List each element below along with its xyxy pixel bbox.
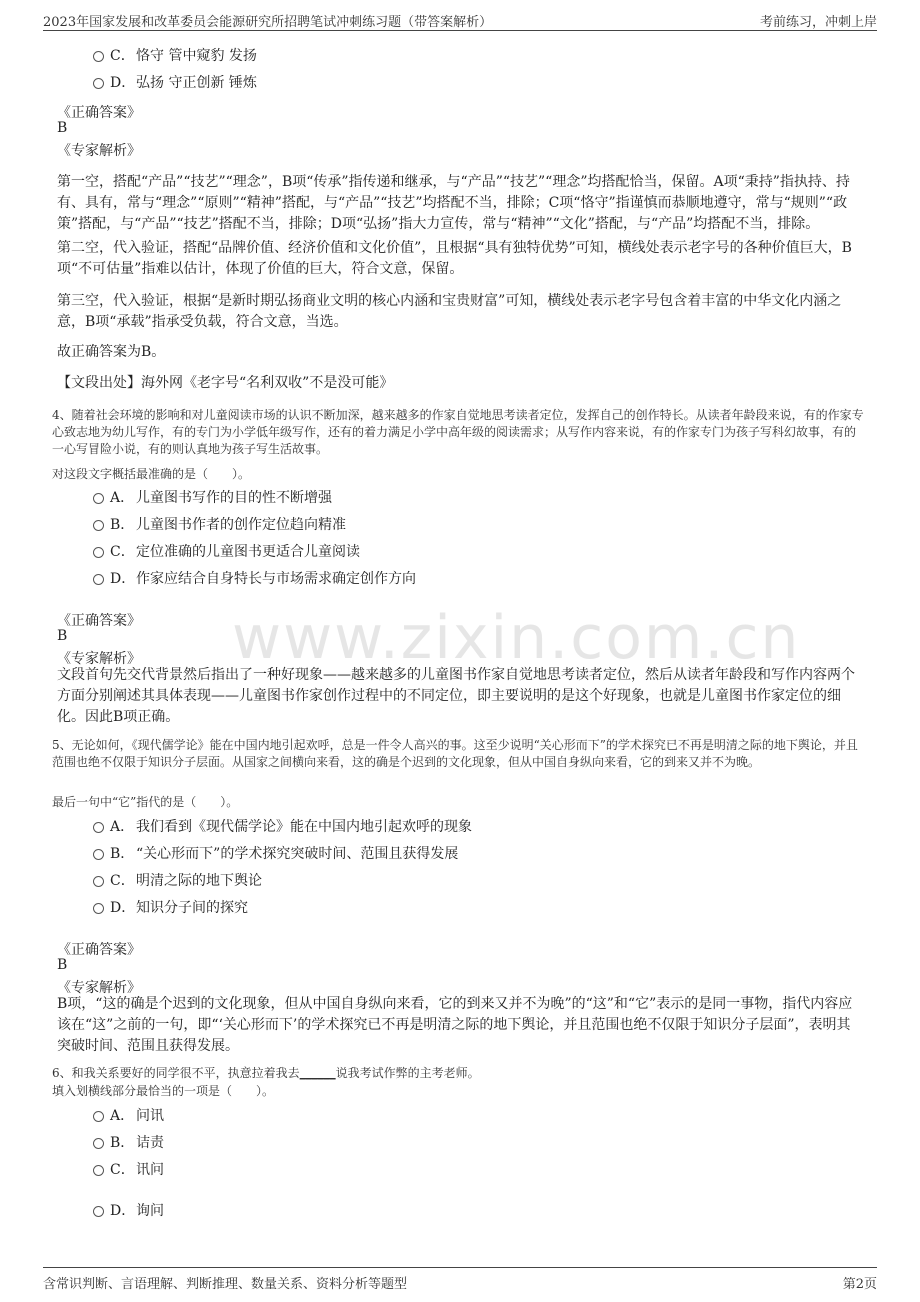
radio-icon[interactable] [93,1206,104,1217]
q4-answer-label: 《正确答案》 [57,613,141,629]
radio-icon[interactable] [93,520,104,531]
q3-analysis-para-2: 第二空，代入验证，搭配“品牌价值、经济价值和文化价值”，且根据“具有独特优势”可知，横线处表示老字号的各种价值巨大，B项“不可估量”指难以估计，体现了价值的巨大，符合文意，保留。 [57,240,852,277]
q3-analysis-para-3: 第三空，代入验证，根据“是新时期弘扬商业文明的核心内涵和宝贵财富”可知，横线处表示老字号包含着丰富的中华文化内涵之意，B项“承载”指承受负载，符合文意，当选。 [57,293,842,330]
q4-analysis: 文段首句先交代背景然后指出了一种好现象——越来越多的儿童图书作家自觉地思考读者定位，然后从读者年龄段和写作内容两个方面分别阐述其具体表现——儿童图书作家创作过程中的不同定位，即主要说明的是这个好现象，也就是儿童图书作家定位的细化。因此B项正确。 [57,667,855,725]
q4-answer: B [57,628,68,644]
q6-option-a[interactable]: A． 问讯 [93,1105,164,1127]
footer-note: 含常识判断、言语理解、判断推理、数量关系、资料分析等题型 [43,1277,408,1292]
q4-question: 对这段文字概括最准确的是（ ）。 [52,467,251,481]
q3-source: 【文段出处】海外网《老字号“名利双收”不是没可能》 [57,375,394,391]
radio-icon[interactable] [93,547,104,558]
q4-option-b[interactable]: B． 儿童图书作者的创作定位趋向精准 [93,514,346,536]
page-number: 第2页 [842,1277,877,1292]
radio-icon[interactable] [93,51,104,62]
q5-option-b[interactable]: B． “关心形而下”的学术探究突破时间、范围且获得发展 [93,843,458,865]
q4-option-a[interactable]: A． 儿童图书写作的目的性不断增强 [93,487,332,509]
radio-icon[interactable] [93,78,104,89]
radio-icon[interactable] [93,493,104,504]
radio-icon[interactable] [93,574,104,585]
q5-stem: 5、无论如何，《现代儒学论》能在中国内地引起欢呼，总是一件令人高兴的事。这至少说明“关心形而下”的学术探究已不再是明清之际的地下舆论，并且范围也绝不仅限于知识分子层面。从国家之间横向来看，这的确是个迟到的文化现象，但从中国自身纵向来看，它的到来又并不为晚。 [52,738,858,769]
q3-answer: B [57,120,68,136]
radio-icon[interactable] [93,1138,104,1149]
q6-option-d[interactable]: D．询问 [93,1200,164,1222]
q5-option-c[interactable]: C．明清之际的地下舆论 [93,870,262,892]
header-slogan: 考前练习，冲刺上岸 [759,15,877,30]
q6-option-c[interactable]: C．讯问 [93,1159,164,1181]
q4-stem: 4、随着社会环境的影响和对儿童阅读市场的认识不断加深，越来越多的作家自觉地思考读者定位，发挥自己的创作特长。从读者年龄段来说，有的作家专心致志地为幼儿写作，有的专门为小学低年级写作，还有的着力满足小学中高年级的阅读需求；从写作内容来说，有的作家专门为孩子写科幻故事，有的一心写冒险小说，有的则认真地为孩子写生活故事。 [52,408,864,456]
q3-answer-label: 《正确答案》 [57,105,141,121]
q3-option-d[interactable]: D．弘扬 守正创新 锤炼 [93,72,257,94]
header-title: 2023年国家发展和改革委员会能源研究所招聘笔试冲刺练习题（带答案解析） [43,15,493,30]
q3-option-c[interactable]: C．恪守 管中窥豹 发扬 [93,45,257,67]
q6-blank: ______ [299,1066,336,1080]
q5-option-d[interactable]: D．知识分子间的探究 [93,897,248,919]
radio-icon[interactable] [93,876,104,887]
q5-analysis-label: 《专家解析》 [57,980,141,996]
q6-option-b[interactable]: B． 诘责 [93,1132,164,1154]
q3-analysis-para-1: 第一空，搭配“产品”“技艺”“理念”，B项“传承”指传递和继承，与“产品”“技艺”“理念”均搭配恰当，保留。A项“秉持”指执持、持有、具有，常与“理念”“原则”“精神”搭配，与“产品”“技艺”均搭配不当，排除；C项“恪守”指谨慎而恭顺地遵守，常与“规则”“政策”搭配，与“产品”“技艺”搭配不当，排除；D项“弘扬”指大力宣传，常与“精神”“文化”搭配，与“产品”均搭配不当，排除。 [57,174,850,232]
q4-option-d[interactable]: D．作家应结合自身特长与市场需求确定创作方向 [93,568,416,590]
q5-question: 最后一句中“它”指代的是（ ）。 [52,795,239,809]
radio-icon[interactable] [93,903,104,914]
q5-answer-label: 《正确答案》 [57,942,141,958]
q5-option-a[interactable]: A． 我们看到《现代儒学论》能在中国内地引起欢呼的现象 [93,816,472,838]
radio-icon[interactable] [93,849,104,860]
q3-analysis-label: 《专家解析》 [57,143,141,159]
q6-stem: 6、和我关系要好的同学很不平，执意拉着我去______说我考试作弊的主考老师。 [52,1066,480,1080]
radio-icon[interactable] [93,822,104,833]
q5-analysis: B项，“这的确是个迟到的文化现象，但从中国自身纵向来看，它的到来又并不为晚”的“这”和“它”表示的是同一事物，指代内容应该在“这”之前的一句，即“‘关心形而下’的学术探究已不再是明清之际的地下舆论，并且范围也绝不仅限于知识分子层面”，表明其突破时间、范围且获得发展。 [57,996,853,1054]
q3-conclusion: 故正确答案为B。 [57,344,166,360]
page-footer [43,1267,877,1296]
page-header [43,8,877,31]
radio-icon[interactable] [93,1165,104,1176]
watermark: www.zixin.com.cn [232,603,801,673]
radio-icon[interactable] [93,1111,104,1122]
q4-option-c[interactable]: C．定位准确的儿童图书更适合儿童阅读 [93,541,360,563]
q4-analysis-label: 《专家解析》 [57,651,141,667]
q6-question: 填入划横线部分最恰当的一项是（ ）。 [52,1084,275,1098]
q5-answer: B [57,957,68,973]
